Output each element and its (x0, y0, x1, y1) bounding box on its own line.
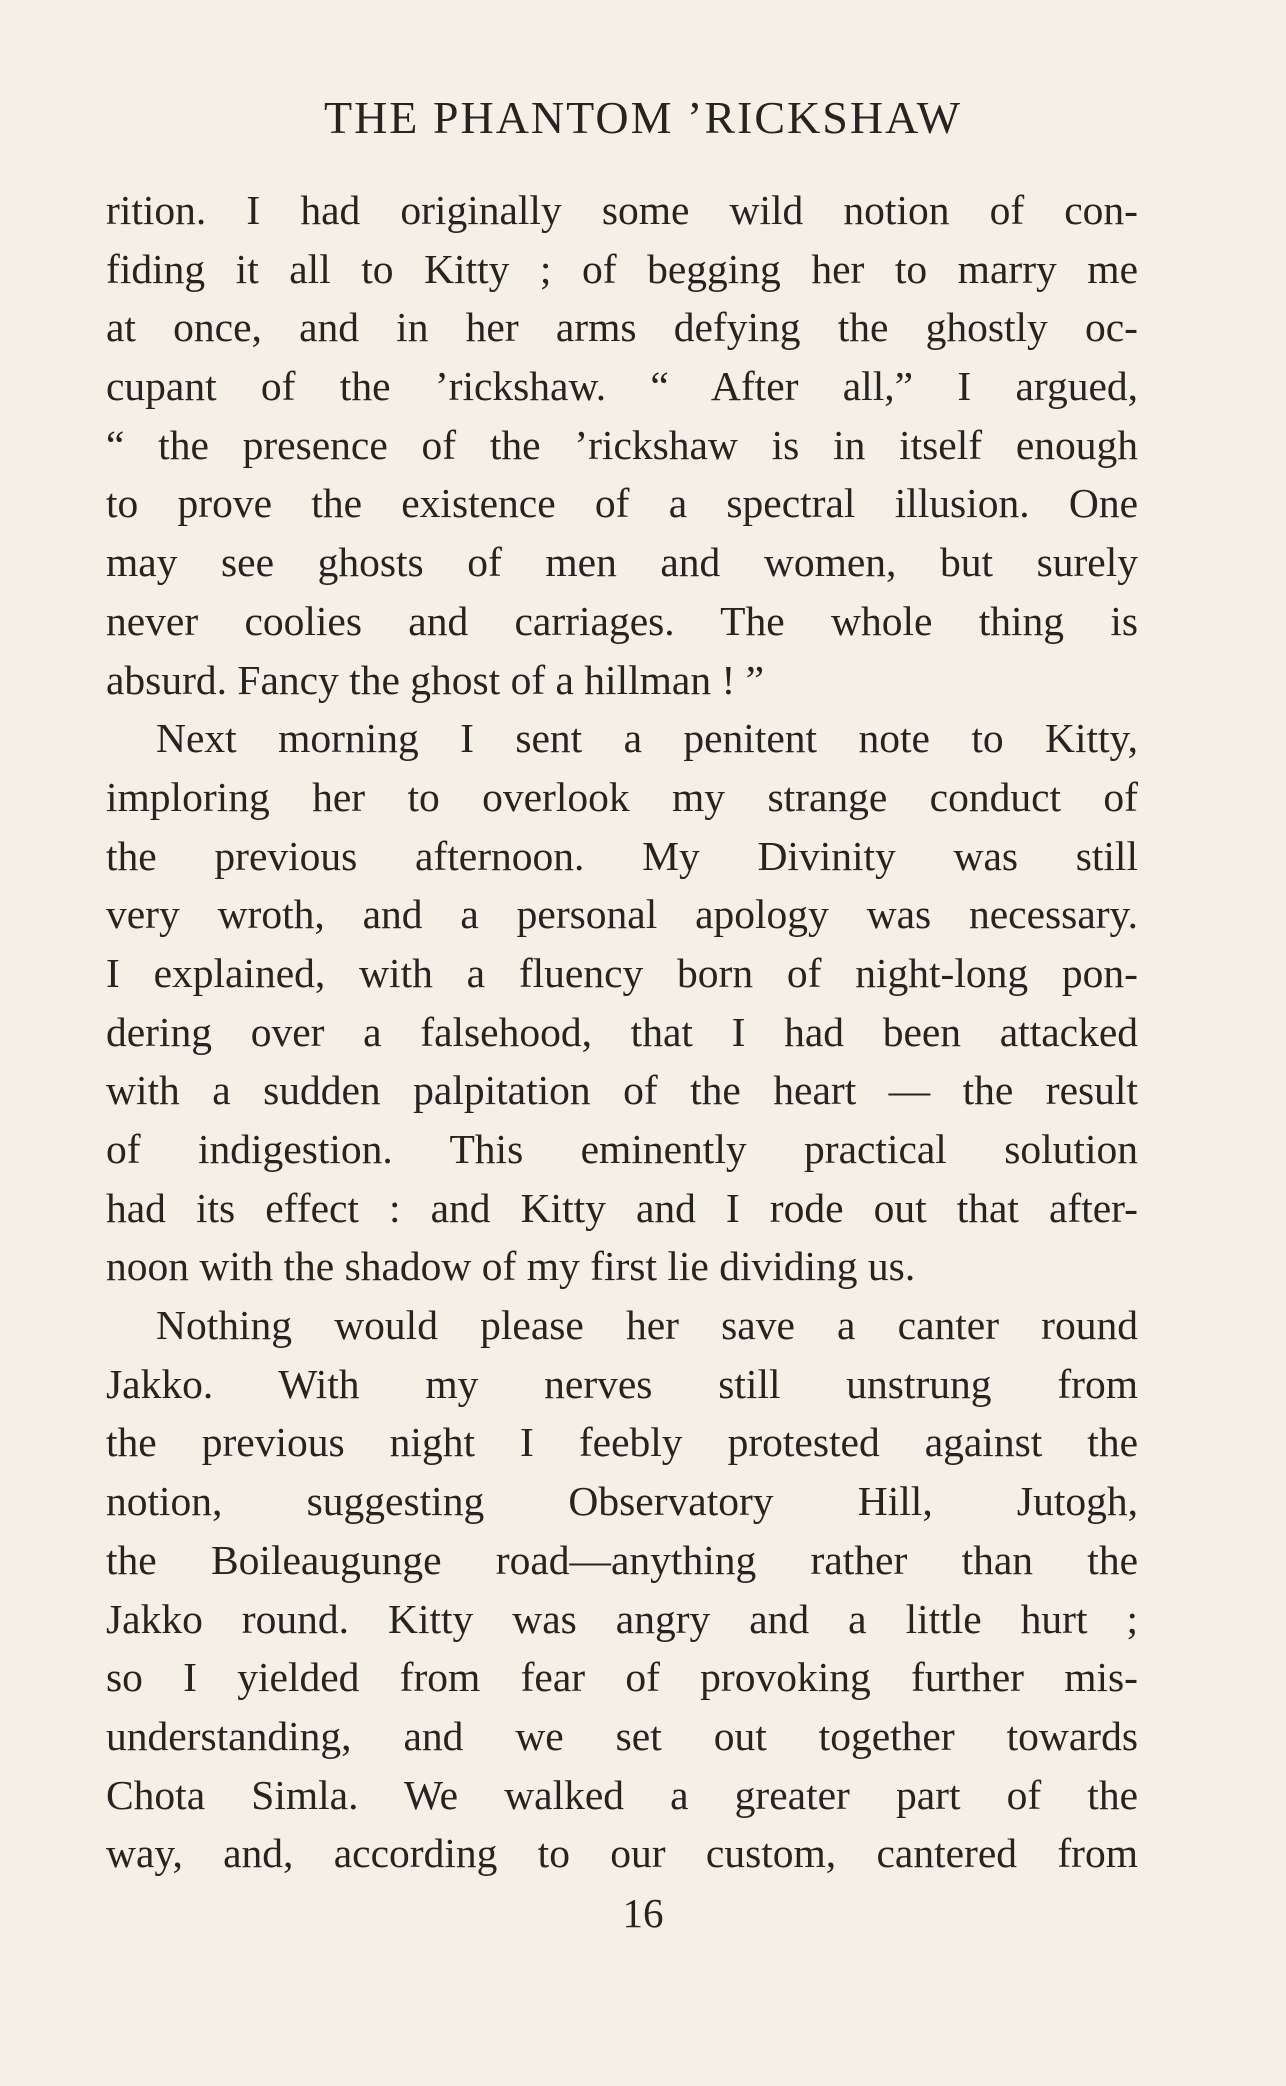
text-line: Jakko round. Kitty was angry and a little hurt ; (106, 1595, 1138, 1642)
page-number: 16 (622, 1890, 664, 1936)
text-line: the previous night I feebly protested against the (106, 1419, 1138, 1466)
text-line: so I yielded from fear of provoking further mis- (106, 1654, 1138, 1701)
text-line: Jakko. With my nerves still unstrung from (106, 1360, 1138, 1407)
paragraph-first-line: Nothing would please her save a canter round (156, 1302, 1138, 1349)
text-line: the Boileaugunge road—anything rather than the (106, 1536, 1138, 1583)
text-line: imploring her to overlook my strange conduct of (106, 773, 1138, 820)
text-line: never coolies and carriages. The whole thing is (106, 597, 1138, 644)
text-line: dering over a falsehood, that I had been attacked (106, 1008, 1138, 1055)
body-text (106, 181, 1138, 1883)
text-line: may see ghosts of men and women, but surely (106, 539, 1138, 586)
text-line: “ the presence of the ’rickshaw is in itself enough (106, 421, 1138, 468)
text-line: fiding it all to Kitty ; of begging her to marry me (106, 245, 1138, 292)
running-title: THE PHANTOM ’RICKSHAW (323, 92, 963, 143)
paragraph-first-line: Next morning I sent a penitent note to Kitty, (156, 715, 1138, 762)
text-line: I explained, with a fluency born of night-long pon- (106, 949, 1138, 996)
text-line: very wroth, and a personal apology was necessary. (106, 891, 1138, 938)
text-line: way, and, according to our custom, cantered from (106, 1830, 1138, 1877)
paragraph-end-line: absurd. Fancy the ghost of a hillman ! ” (106, 656, 765, 703)
paragraph-end-line: noon with the shadow of my first lie dividing us. (106, 1243, 916, 1290)
text-line: the previous afternoon. My Divinity was still (106, 832, 1138, 879)
text-line: had its effect : and Kitty and I rode out that after- (106, 1184, 1138, 1231)
text-line: at once, and in her arms defying the ghostly oc- (106, 304, 1138, 351)
text-line: understanding, and we set out together towards (106, 1712, 1138, 1759)
text-line: cupant of the ’rickshaw. “ After all,” I argued, (106, 363, 1138, 410)
text-line: with a sudden palpitation of the heart — the result (106, 1067, 1138, 1114)
text-line: rition. I had originally some wild notion of con- (106, 187, 1138, 233)
text-line: notion, suggesting Observatory Hill, Jutogh, (106, 1478, 1138, 1525)
text-line: Chota Simla. We walked a greater part of the (106, 1771, 1138, 1818)
text-line: of indigestion. This eminently practical solution (106, 1126, 1138, 1172)
text-line: to prove the existence of a spectral illusion. One (106, 480, 1138, 527)
